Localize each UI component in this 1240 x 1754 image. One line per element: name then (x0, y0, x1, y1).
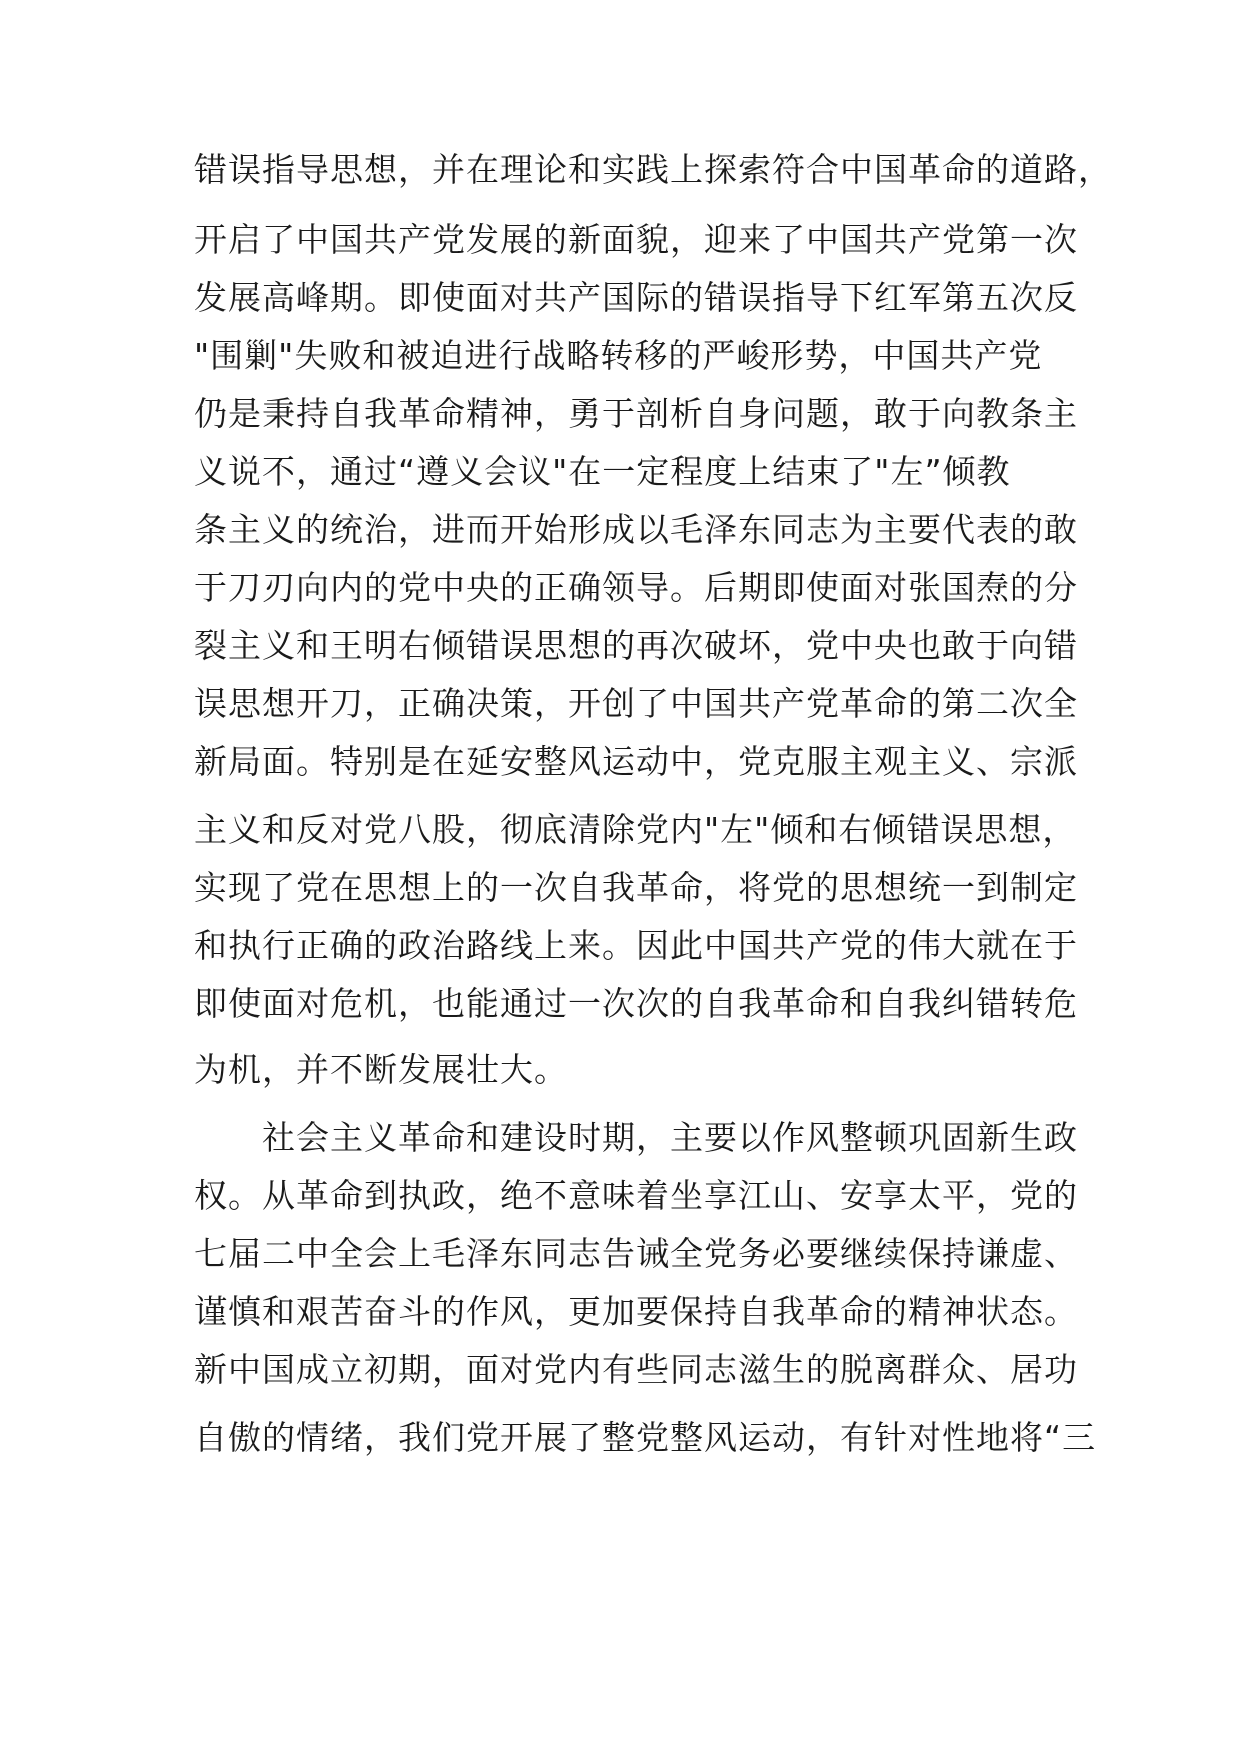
text-line: 实现了党在思想上的一次自我革命，将党的思想统一到制定 (194, 868, 1078, 907)
text-line: 开启了中国共产党发展的新面貌，迎来了中国共产党第一次 (194, 220, 1078, 259)
text-line: 条主义的统治，进而开始形成以毛泽东同志为主要代表的敢 (194, 510, 1078, 549)
text-line: 七届二中全会上毛泽东同志告诫全党务必要继续保持谦虚、 (194, 1234, 1078, 1273)
text-line: 发展高峰期。即使面对共产国际的错误指导下红军第五次反 (194, 278, 1078, 317)
text-line: 仍是秉持自我革命精神，勇于剖析自身问题，敢于向教条主 (194, 394, 1078, 433)
text-line: 错误指导思想，并在理论和实践上探索符合中国革命的道路， (194, 150, 1112, 189)
text-line: 权。从革命到执政，绝不意味着坐享江山、安享太平，党的 (194, 1176, 1078, 1215)
text-line: 新局面。特别是在延安整风运动中，党克服主观主义、宗派 (194, 742, 1078, 781)
text-line: 误思想开刀，正确决策，开创了中国共产党革命的第二次全 (194, 684, 1078, 723)
text-line: 义说不，通过“遵义会议"在一定程度上结束了"左”倾教 (194, 452, 1011, 491)
text-line: 即使面对危机，也能通过一次次的自我革命和自我纠错转危 (194, 984, 1078, 1023)
text-line: 新中国成立初期，面对党内有些同志滋生的脱离群众、居功 (194, 1350, 1078, 1389)
text-line: 为机，并不断发展壮大。 (194, 1050, 568, 1089)
text-line: 裂主义和王明右倾错误思想的再次破坏，党中央也敢于向错 (194, 626, 1078, 665)
paragraph-first-line: 社会主义革命和建设时期，主要以作风整顿巩固新生政 (262, 1118, 1078, 1157)
text-line: 于刀刃向内的党中央的正确领导。后期即使面对张国焘的分 (194, 568, 1078, 607)
text-line: 和执行正确的政治路线上来。因此中国共产党的伟大就在于 (194, 926, 1078, 965)
text-line: 主义和反对党八股，彻底清除党内"左"倾和右倾错误思想， (194, 810, 1077, 849)
text-line: "围剿"失败和被迫进行战略转移的严峻形势，中国共产党 (194, 336, 1043, 375)
text-line: 谨慎和艰苦奋斗的作风，更加要保持自我革命的精神状态。 (194, 1292, 1078, 1331)
text-line: 自傲的情绪，我们党开展了整党整风运动，有针对性地将“三 (194, 1418, 1097, 1457)
